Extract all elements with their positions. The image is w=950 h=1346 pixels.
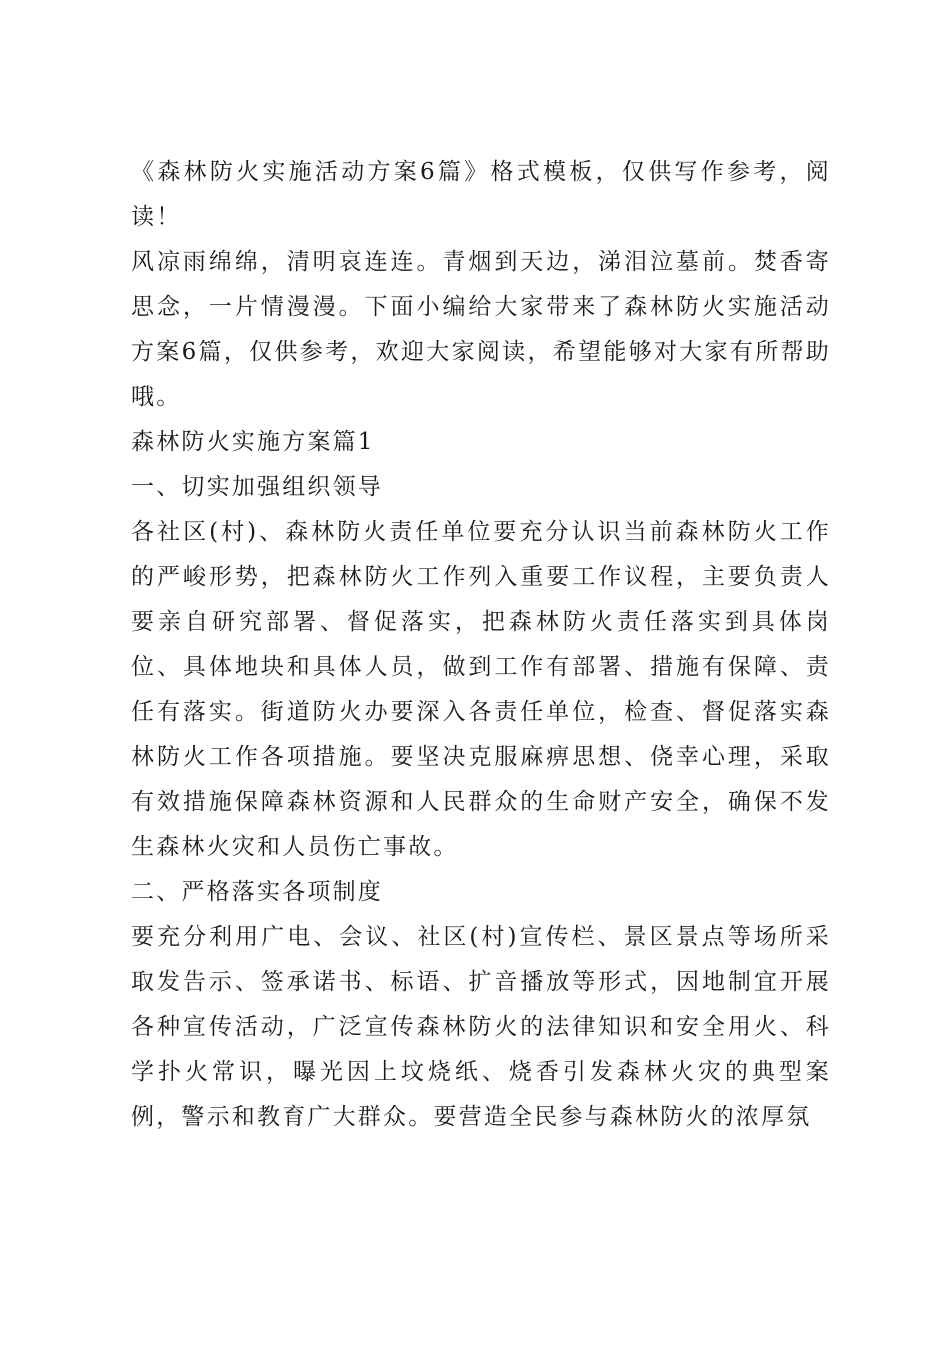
paragraph-organization-leadership: 各社区(村)、森林防火责任单位要充分认识当前森林防火工作的严峻形势，把森林防火工作列入重要工作议程，主要负责人要亲自研究部署、督促落实，把森林防火责任落实到具体岗位、具体地块和具体人员，做到工作有部署、措施有保障、责任有落实。街道防火办要深入各责任单位，检查、督促落实森林防火工作各项措施。要坚决克服麻痹思想、侥幸心理，采取有效措施保障森林资源和人民群众的生命财产安全，确保不发生森林火灾和人员伤亡事故。	[131, 519, 831, 860]
heading-implement-systems: 二、严格落实各项制度	[131, 879, 383, 905]
heading-organization-leadership: 一、切实加强组织领导	[131, 474, 383, 500]
intro-paragraph: 《森林防火实施活动方案6篇》格式模板，仅供写作参考，阅读！	[131, 159, 831, 230]
section-title: 森林防火实施方案篇1	[131, 429, 375, 455]
document-body	[131, 150, 831, 1140]
paragraph-implement-systems: 要充分利用广电、会议、社区(村)宣传栏、景区景点等场所采取发告示、签承诺书、标语、扩音播放等形式，因地制宜开展各种宣传活动，广泛宣传森林防火的法律知识和安全用火、科学扑火常识，曝光因上坟烧纸、烧香引发森林火灾的典型案例，警示和教育广大群众。要营造全民参与森林防火的浓厚氛	[131, 924, 831, 1130]
preface-paragraph: 风凉雨绵绵，清明哀连连。青烟到天边，涕泪泣墓前。焚香寄思念，一片情漫漫。下面小编给大家带来了森林防火实施活动方案6篇，仅供参考，欢迎大家阅读，希望能够对大家有所帮助哦。	[131, 249, 831, 410]
